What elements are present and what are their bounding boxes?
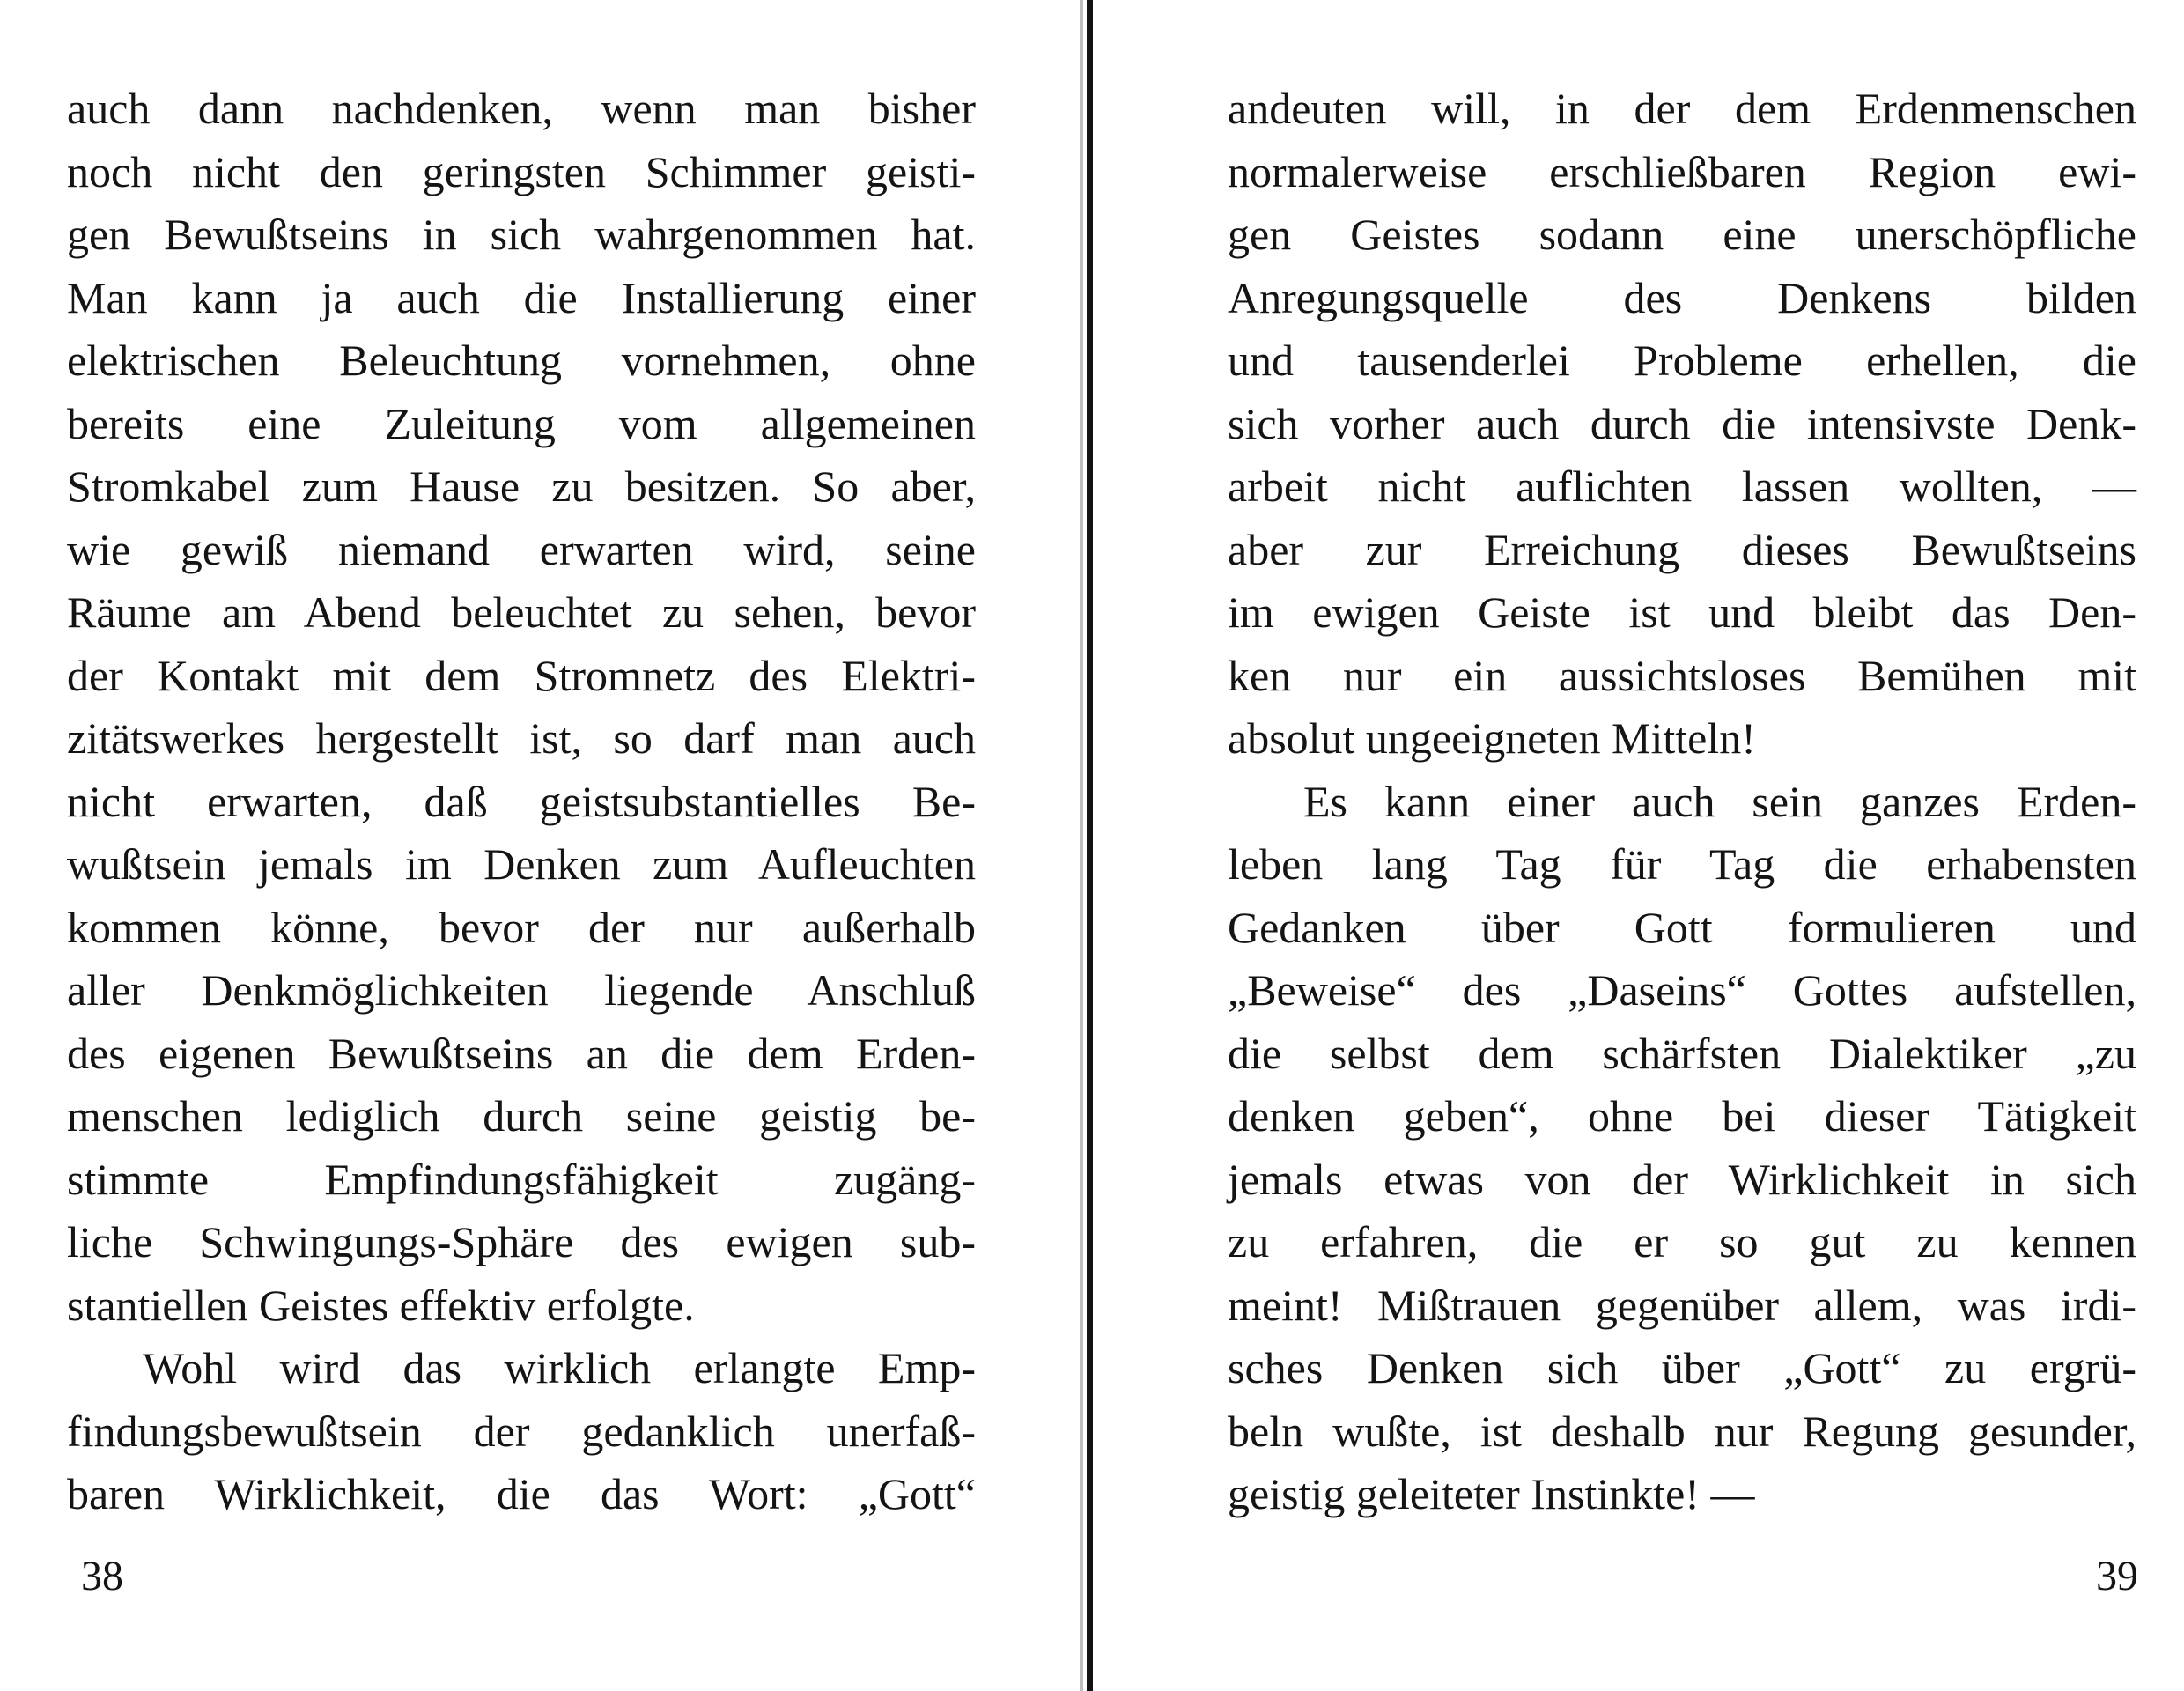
- text-line: bereits eine Zuleitung vom allgemeinen: [67, 398, 976, 448]
- text-line: ken nur ein aussichtsloses Bemühen mit: [1228, 650, 2136, 700]
- text-line: und tausenderlei Probleme erhellen, die: [1228, 336, 2136, 385]
- text-line: gen Geistes sodann eine unerschöpfliche: [1228, 210, 2136, 259]
- text-line: andeuten will, in der dem Erdenmenschen: [1228, 84, 2136, 133]
- text-line: wie gewiß niemand erwarten wird, seine: [67, 524, 976, 574]
- text-line: jemals etwas von der Wirklichkeit in sich: [1228, 1154, 2136, 1204]
- text-line: baren Wirklichkeit, die das Wort: „Gott“: [67, 1469, 976, 1518]
- page-number-right: 39: [2096, 1553, 2138, 1599]
- text-line: Wohl wird das wirklich erlangte Emp-: [143, 1343, 976, 1392]
- text-line: wußtsein jemals im Denken zum Aufleuchten: [67, 839, 976, 889]
- text-line: zu erfahren, die er so gut zu kennen: [1228, 1217, 2136, 1266]
- text-line: der Kontakt mit dem Stromnetz des Elektri-: [67, 650, 976, 700]
- text-line: Räume am Abend beleuchtet zu sehen, bevor: [67, 587, 976, 637]
- text-line: denken geben“, ohne bei dieser Tätigkeit: [1228, 1091, 2136, 1141]
- text-line: sches Denken sich über „Gott“ zu ergrü-: [1228, 1343, 2136, 1392]
- text-line: im ewigen Geiste ist und bleibt das Den-: [1228, 587, 2136, 637]
- book-gutter: [1087, 0, 1093, 1691]
- text-line: findungsbewußtsein der gedanklich unerfaß-: [67, 1406, 976, 1456]
- text-line: elektrischen Beleuchtung vornehmen, ohne: [67, 336, 976, 385]
- text-line: absolut ungeeigneten Mitteln!: [1228, 713, 1756, 763]
- text-line: aber zur Erreichung dieses Bewußtseins: [1228, 524, 2136, 574]
- text-line: zitätswerkes hergestellt ist, so darf man auch: [67, 713, 976, 763]
- text-line: Man kann ja auch die Installierung einer: [67, 272, 976, 322]
- text-line: noch nicht den geringsten Schimmer geisti-: [67, 146, 976, 196]
- text-line: stantiellen Geistes effektiv erfolgte.: [67, 1280, 695, 1330]
- text-line: Gedanken über Gott formulieren und: [1228, 902, 2136, 952]
- text-line: Es kann einer auch sein ganzes Erden-: [1303, 776, 2136, 826]
- text-line: nicht erwarten, daß geistsubstantielles Be-: [67, 776, 976, 826]
- text-line: menschen lediglich durch seine geistig be-: [67, 1091, 976, 1141]
- text-line: geistig geleiteter Instinkte! —: [1228, 1469, 1755, 1518]
- text-line: Anregungsquelle des Denkens bilden: [1228, 272, 2136, 322]
- text-line: beln wußte, ist deshalb nur Regung gesunder,: [1228, 1406, 2136, 1456]
- text-line: gen Bewußtseins in sich wahrgenommen hat.: [67, 210, 976, 259]
- text-line: normalerweise erschließbaren Region ewi-: [1228, 146, 2136, 196]
- text-line: auch dann nachdenken, wenn man bisher: [67, 84, 976, 133]
- text-line: des eigenen Bewußtseins an die dem Erden-: [67, 1028, 976, 1078]
- text-line: aller Denkmöglichkeiten liegende Anschluß: [67, 965, 976, 1015]
- page-number-left: 38: [81, 1553, 123, 1599]
- text-line: „Beweise“ des „Daseins“ Gottes aufstellen,: [1228, 965, 2136, 1015]
- gutter-shadow: [1080, 0, 1083, 1691]
- left-page-text: [67, 78, 976, 1526]
- text-line: sich vorher auch durch die intensivste Denk-: [1228, 398, 2136, 448]
- text-line: meint! Mißtrauen gegenüber allem, was irdi-: [1228, 1280, 2136, 1330]
- text-line: liche Schwingungs-Sphäre des ewigen sub-: [67, 1217, 976, 1266]
- right-page-text: [1228, 78, 2136, 1526]
- text-line: die selbst dem schärfsten Dialektiker „zu: [1228, 1028, 2136, 1078]
- text-line: arbeit nicht auflichten lassen wollten, —: [1228, 462, 2136, 511]
- text-line: kommen könne, bevor der nur außerhalb: [67, 902, 976, 952]
- text-line: stimmte Empfindungsfähigkeit zugäng-: [67, 1154, 976, 1204]
- text-line: leben lang Tag für Tag die erhabensten: [1228, 839, 2136, 889]
- text-line: Stromkabel zum Hause zu besitzen. So aber,: [67, 462, 976, 511]
